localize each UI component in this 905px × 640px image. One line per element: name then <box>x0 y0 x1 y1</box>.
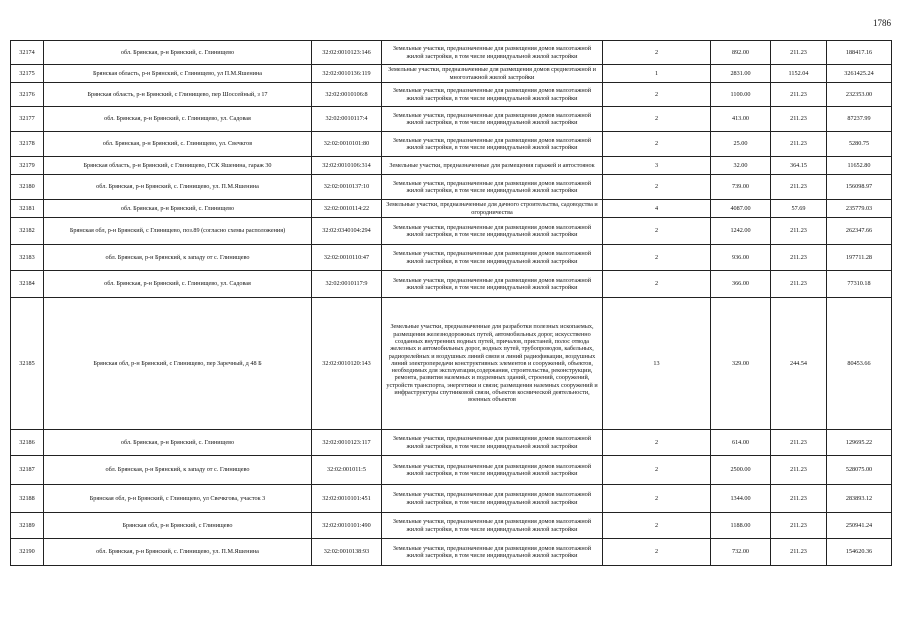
row-cadastral-number: 32:02:0010110:47 <box>312 245 382 271</box>
table-row <box>11 245 892 271</box>
row-id: 32175 <box>11 65 44 83</box>
row-land-use: Земельные участки, предназначенные для размещения домов малоэтажной жилой застройки, в том числе индивидуальной жилой застройки <box>382 456 603 485</box>
row-cadastral-number: 32:02:001011:5 <box>312 456 382 485</box>
row-cadastral-number: 32:02:0010114:22 <box>312 200 382 218</box>
row-rate: 211.23 <box>771 41 827 65</box>
row-area: 614.00 <box>711 430 771 456</box>
row-area: 1188.00 <box>711 513 771 539</box>
row-id: 32176 <box>11 83 44 107</box>
row-address: Брянская область, р-н Брянский, с Глинищево, ул П.М.Яшенина <box>44 65 312 83</box>
row-cadastral-number: 32:02:0010106:8 <box>312 83 382 107</box>
row-group: 2 <box>603 107 711 132</box>
row-address: обл. Брянская, р-н Брянский, с. Глинищево, ул. Садовая <box>44 271 312 298</box>
row-area: 1242.00 <box>711 218 771 245</box>
row-address: Брянская обл, р-н Брянский, с Глинищево <box>44 513 312 539</box>
row-rate: 57.69 <box>771 200 827 218</box>
row-land-use: Земельные участки, предназначенные для размещения домов малоэтажной жилой застройки, в том числе индивидуальной жилой застройки <box>382 218 603 245</box>
row-land-use: Земельные участки, предназначенные для размещения домов малоэтажной жилой застройки, в том числе индивидуальной жилой застройки <box>382 175 603 200</box>
row-area: 329.00 <box>711 298 771 430</box>
row-rate: 211.23 <box>771 485 827 513</box>
row-address: обл. Брянская, р-н Брянский, с. Глинищево, ул. Свечкгов <box>44 132 312 157</box>
row-id: 32180 <box>11 175 44 200</box>
row-group: 2 <box>603 83 711 107</box>
row-rate: 1152.04 <box>771 65 827 83</box>
row-id: 32187 <box>11 456 44 485</box>
table-row <box>11 132 892 157</box>
row-land-use: Земельные участки, предназначенные для размещения гаражей и автостоянок <box>382 157 603 175</box>
row-area: 892.00 <box>711 41 771 65</box>
row-value: 80453.66 <box>827 298 892 430</box>
row-rate: 211.23 <box>771 271 827 298</box>
row-cadastral-number: 32:02:0010101:490 <box>312 513 382 539</box>
row-cadastral-number: 32:02:0010136:119 <box>312 65 382 83</box>
row-value: 156098.97 <box>827 175 892 200</box>
row-group: 2 <box>603 41 711 65</box>
row-area: 25.00 <box>711 132 771 157</box>
page-number: 1786 <box>873 18 891 28</box>
row-cadastral-number: 32:02:0340104:294 <box>312 218 382 245</box>
row-cadastral-number: 32:02:0010117:4 <box>312 107 382 132</box>
row-rate: 211.23 <box>771 107 827 132</box>
table-row <box>11 200 892 218</box>
row-id: 32182 <box>11 218 44 245</box>
row-value: 283893.12 <box>827 485 892 513</box>
row-land-use: Земельные участки, предназначенные для разработки полезных ископаемых, размещения железнодорожных путей, автомобильных дорог, искусственно созданных внутренних водных путей, причалов, пристаней, полос отвода железных и автомобильных дорог, водных путей, трубопроводов, кабельных, радиорелейных и воздушных линий связи и линий радиофикации, воздушных линий электропередачи конструктивных элементов и сооружений, объектов, необходимых для эксплуатации,содержания, строительства, реконструкции, ремонта, развития наземных и подземных зданий, строений, сооружений, устройств транспорта, энергетики и связи; размещения наземных сооружений и инфраструктуры спутниковой связи, объектов космической деятельности, военных объектов <box>382 298 603 430</box>
row-id: 32185 <box>11 298 44 430</box>
row-value: 262347.66 <box>827 218 892 245</box>
row-value: 197711.28 <box>827 245 892 271</box>
row-rate: 364.15 <box>771 157 827 175</box>
row-id: 32183 <box>11 245 44 271</box>
row-cadastral-number: 32:02:0010101:80 <box>312 132 382 157</box>
row-value: 250941.24 <box>827 513 892 539</box>
row-rate: 211.23 <box>771 456 827 485</box>
row-group: 2 <box>603 132 711 157</box>
row-area: 1344.00 <box>711 485 771 513</box>
row-rate: 211.23 <box>771 175 827 200</box>
row-address: обл. Брянская, р-н Брянский, с. Глинищево, ул. Садовая <box>44 107 312 132</box>
row-area: 936.00 <box>711 245 771 271</box>
row-id: 32178 <box>11 132 44 157</box>
row-address: Брянская обл, р-н Брянский, с Глинищево, ул Свечкгова, участок 3 <box>44 485 312 513</box>
row-address: обл. Брянская, р-н Брянский, к западу от с. Глинищево <box>44 456 312 485</box>
row-id: 32190 <box>11 539 44 566</box>
row-id: 32181 <box>11 200 44 218</box>
row-address: обл. Брянская, р-н Брянский, с. Глинищево, ул. П.М.Яшенина <box>44 539 312 566</box>
table-row <box>11 157 892 175</box>
row-cadastral-number: 32:02:0010123:146 <box>312 41 382 65</box>
row-value: 528075.00 <box>827 456 892 485</box>
row-value: 3261425.24 <box>827 65 892 83</box>
row-value: 154620.36 <box>827 539 892 566</box>
row-cadastral-number: 32:02:0010117:9 <box>312 271 382 298</box>
row-id: 32184 <box>11 271 44 298</box>
table-row <box>11 41 892 65</box>
row-id: 32174 <box>11 41 44 65</box>
table-row <box>11 298 892 430</box>
row-land-use: Земельные участки, предназначенные для размещения домов малоэтажной жилой застройки, в том числе индивидуальной жилой застройки <box>382 41 603 65</box>
table-row <box>11 485 892 513</box>
row-area: 32.00 <box>711 157 771 175</box>
row-address: обл. Брянская, р-н Брянский, с. Глинищево <box>44 430 312 456</box>
row-area: 366.00 <box>711 271 771 298</box>
row-value: 87237.99 <box>827 107 892 132</box>
table-row <box>11 430 892 456</box>
row-area: 4087.00 <box>711 200 771 218</box>
row-address: обл. Брянская, р-н Брянский, с. Глинищево <box>44 200 312 218</box>
row-land-use: Земельные участки, предназначенные для дачного строительства, садоводства и огородничества <box>382 200 603 218</box>
row-land-use: Земельные участки, предназначенные для размещения домов малоэтажной жилой застройки, в том числе индивидуальной жилой застройки <box>382 107 603 132</box>
row-cadastral-number: 32:02:0010123:117 <box>312 430 382 456</box>
table-row <box>11 456 892 485</box>
row-land-use: Земельные участки, предназначенные для размещения домов малоэтажной жилой застройки, в том числе индивидуальной жилой застройки <box>382 132 603 157</box>
row-area: 413.00 <box>711 107 771 132</box>
row-group: 2 <box>603 485 711 513</box>
row-cadastral-number: 32:02:0010138:93 <box>312 539 382 566</box>
row-value: 77310.18 <box>827 271 892 298</box>
row-group: 2 <box>603 245 711 271</box>
row-value: 232353.00 <box>827 83 892 107</box>
row-cadastral-number: 32:02:0010101:451 <box>312 485 382 513</box>
row-rate: 211.23 <box>771 218 827 245</box>
row-area: 739.00 <box>711 175 771 200</box>
row-group: 13 <box>603 298 711 430</box>
row-cadastral-number: 32:02:0010137:10 <box>312 175 382 200</box>
row-rate: 211.23 <box>771 513 827 539</box>
row-value: 235779.03 <box>827 200 892 218</box>
row-group: 4 <box>603 200 711 218</box>
row-rate: 211.23 <box>771 132 827 157</box>
row-group: 3 <box>603 157 711 175</box>
row-group: 1 <box>603 65 711 83</box>
row-group: 2 <box>603 513 711 539</box>
row-id: 32179 <box>11 157 44 175</box>
row-land-use: Земельные участки, предназначенные для размещения домов малоэтажной жилой застройки, в том числе индивидуальной жилой застройки <box>382 271 603 298</box>
row-id: 32188 <box>11 485 44 513</box>
table-row <box>11 271 892 298</box>
row-address: обл. Брянская, р-н Брянский, с. Глинищево, ул. П.М.Яшенина <box>44 175 312 200</box>
row-area: 732.00 <box>711 539 771 566</box>
table-row <box>11 539 892 566</box>
table-row <box>11 83 892 107</box>
row-value: 188417.16 <box>827 41 892 65</box>
row-rate: 211.23 <box>771 83 827 107</box>
row-rate: 211.23 <box>771 245 827 271</box>
row-id: 32177 <box>11 107 44 132</box>
row-rate: 211.23 <box>771 539 827 566</box>
row-land-use: Земельные участки, предназначенные для размещения домов малоэтажной жилой застройки, в том числе индивидуальной жилой застройки <box>382 513 603 539</box>
row-address: Брянская область, р-н Брянский, с Глинищево, пер Шоссейный, з 17 <box>44 83 312 107</box>
row-land-use: Земельные участки, предназначенные для размещения домов среднеэтажной и многоэтажной жилой застройки <box>382 65 603 83</box>
row-id: 32189 <box>11 513 44 539</box>
row-land-use: Земельные участки, предназначенные для размещения домов малоэтажной жилой застройки, в том числе индивидуальной жилой застройки <box>382 245 603 271</box>
row-land-use: Земельные участки, предназначенные для размещения домов малоэтажной жилой застройки, в том числе индивидуальной жилой застройки <box>382 83 603 107</box>
row-address: обл. Брянская, р-н Брянский, с. Глинищево <box>44 41 312 65</box>
row-area: 1100.00 <box>711 83 771 107</box>
table-row <box>11 218 892 245</box>
row-group: 2 <box>603 175 711 200</box>
row-cadastral-number: 32:02:0010120:143 <box>312 298 382 430</box>
row-address: обл. Брянская, р-н Брянский, к западу от с. Глинищево <box>44 245 312 271</box>
row-group: 2 <box>603 218 711 245</box>
row-rate: 211.23 <box>771 430 827 456</box>
row-group: 2 <box>603 271 711 298</box>
row-address: Брянская обл, р-н Брянский, с Глинищево, пер Заречный, д 48 Б <box>44 298 312 430</box>
row-land-use: Земельные участки, предназначенные для размещения домов малоэтажной жилой застройки, в том числе индивидуальной жилой застройки <box>382 539 603 566</box>
row-area: 2500.00 <box>711 456 771 485</box>
row-group: 2 <box>603 430 711 456</box>
row-land-use: Земельные участки, предназначенные для размещения домов малоэтажной жилой застройки, в том числе индивидуальной жилой застройки <box>382 485 603 513</box>
row-land-use: Земельные участки, предназначенные для размещения домов малоэтажной жилой застройки, в том числе индивидуальной жилой застройки <box>382 430 603 456</box>
row-address: Брянская область, р-н Брянский, с Глинищево, ГСК Яшенина, гараж 30 <box>44 157 312 175</box>
row-value: 129695.22 <box>827 430 892 456</box>
table-row <box>11 65 892 83</box>
row-group: 2 <box>603 456 711 485</box>
row-area: 2831.00 <box>711 65 771 83</box>
table-row <box>11 107 892 132</box>
row-id: 32186 <box>11 430 44 456</box>
row-value: 5280.75 <box>827 132 892 157</box>
row-address: Брянская обл, р-н Брянский, с Глинищево, поз.89 (согласно схемы расположения) <box>44 218 312 245</box>
row-cadastral-number: 32:02:0010106:314 <box>312 157 382 175</box>
row-group: 2 <box>603 539 711 566</box>
land-registry-table <box>10 40 892 566</box>
table-row <box>11 175 892 200</box>
row-value: 11652.80 <box>827 157 892 175</box>
row-rate: 244.54 <box>771 298 827 430</box>
table-row <box>11 513 892 539</box>
